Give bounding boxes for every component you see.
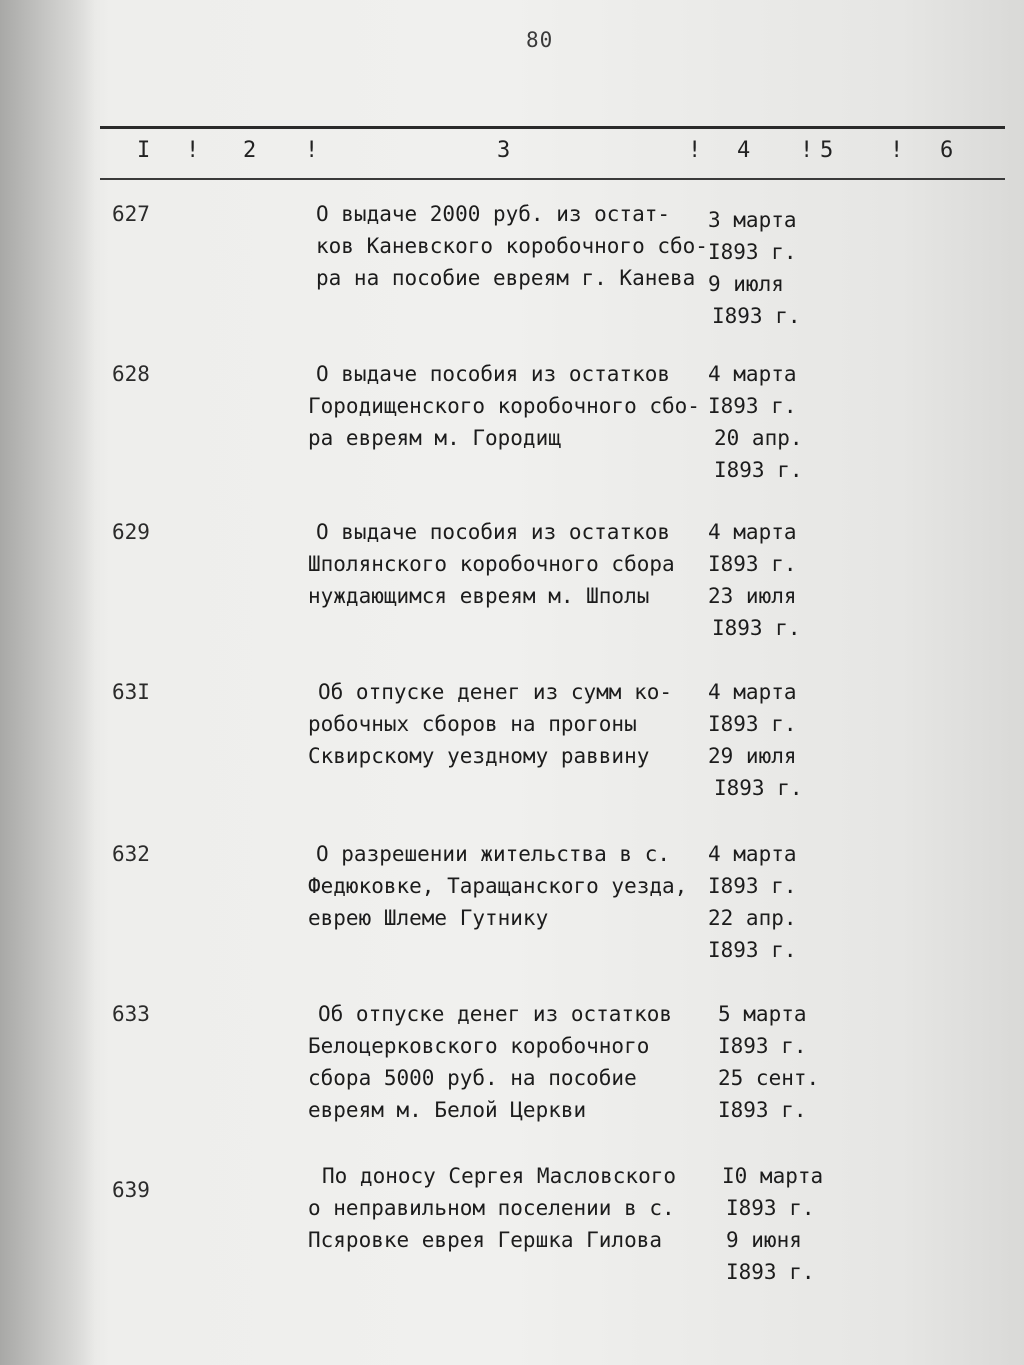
case-number: 633 (112, 1002, 150, 1026)
date-line: I893 г. (708, 938, 797, 962)
header-bottom-rule (100, 178, 1005, 180)
description-line: Сквирскому уездному раввину (308, 744, 650, 768)
case-number: 628 (112, 362, 150, 386)
description-line: робочных сборов на прогоны (308, 712, 637, 736)
description-line: Об отпуске денег из сумм ко- (318, 680, 673, 704)
header-top-rule (100, 126, 1005, 129)
case-dates (708, 204, 838, 332)
description-line: О выдаче 2000 руб. из остат- (316, 202, 671, 226)
header-separator: ! (688, 138, 702, 163)
description-line: евреям м. Белой Церкви (308, 1098, 587, 1122)
description-line: По доносу Сергея Масловского (322, 1164, 677, 1188)
case-description (308, 516, 708, 612)
date-line: I893 г. (718, 1098, 807, 1122)
case-description (308, 1160, 708, 1256)
case-dates (708, 516, 838, 644)
description-line: Городищенского коробочного сбо- (308, 394, 700, 418)
case-description (308, 676, 708, 772)
case-dates (708, 998, 838, 1126)
description-line: ра евреям м. Городищ (308, 426, 561, 450)
date-line: 9 июня (726, 1228, 802, 1252)
header-col-4: 4 (737, 138, 751, 163)
description-line: О выдаче пособия из остатков (316, 520, 671, 544)
date-line: I893 г. (708, 712, 797, 736)
case-description (308, 358, 708, 454)
date-line: 9 июля (708, 272, 784, 296)
date-line: I893 г. (708, 240, 797, 264)
description-line: нуждающимся евреям м. Шполы (308, 584, 650, 608)
case-number: 639 (112, 1178, 150, 1202)
date-line: I893 г. (708, 552, 797, 576)
description-line: О разрешении жительства в с. (316, 842, 671, 866)
date-line: I893 г. (712, 304, 801, 328)
date-line: 25 сент. (718, 1066, 820, 1090)
date-line: I893 г. (718, 1034, 807, 1058)
description-line: ра на пособие евреям г. Канева (316, 266, 696, 290)
header-col-6: 6 (940, 138, 954, 163)
description-line: сбора 5000 руб. на пособие (308, 1066, 637, 1090)
date-line: 29 июля (708, 744, 797, 768)
case-number: 629 (112, 520, 150, 544)
date-line: I0 марта (722, 1164, 824, 1188)
header-col-2: 2 (243, 138, 257, 163)
case-number: 632 (112, 842, 150, 866)
date-line: 4 марта (708, 520, 797, 544)
date-line: I893 г. (726, 1196, 815, 1220)
header-separator: ! (305, 138, 319, 163)
header-col-5: 5 (820, 138, 834, 163)
date-line: I893 г. (708, 394, 797, 418)
description-line: о неправильном поселении в с. (308, 1196, 675, 1220)
date-line: 20 апр. (714, 426, 803, 450)
case-number: 627 (112, 202, 150, 226)
date-line: I893 г. (714, 458, 803, 482)
date-line: 4 марта (708, 680, 797, 704)
description-line: Федюковке, Таращанского уезда, (308, 874, 688, 898)
date-line: I893 г. (708, 874, 797, 898)
date-line: 23 июля (708, 584, 797, 608)
case-description (316, 198, 716, 294)
case-description (308, 838, 708, 934)
case-description (308, 998, 708, 1126)
description-line: ков Каневского коробочного сбо- (316, 234, 708, 258)
case-dates (708, 358, 838, 486)
date-line: I893 г. (712, 616, 801, 640)
page-number: 80 (526, 28, 554, 52)
description-line: еврею Шлеме Гутнику (308, 906, 549, 930)
date-line: 4 марта (708, 842, 797, 866)
date-line: I893 г. (714, 776, 803, 800)
date-line: I893 г. (726, 1260, 815, 1284)
header-separator: ! (800, 138, 814, 163)
case-dates (708, 838, 838, 966)
header-separator: ! (890, 138, 904, 163)
date-line: 4 марта (708, 362, 797, 386)
date-line: 5 марта (718, 1002, 807, 1026)
description-line: Шполянского коробочного сбора (308, 552, 675, 576)
case-dates (708, 1160, 838, 1288)
header-col-3: 3 (497, 138, 511, 163)
description-line: Псяровке еврея Гершка Гилова (308, 1228, 663, 1252)
header-col-1: I (137, 138, 151, 163)
date-line: 22 апр. (708, 906, 797, 930)
description-line: Белоцерковского коробочного (308, 1034, 650, 1058)
header-separator: ! (186, 138, 200, 163)
page-fold-shadow (0, 0, 95, 1365)
case-dates (708, 676, 838, 804)
description-line: О выдаче пособия из остатков (316, 362, 671, 386)
description-line: Об отпуске денег из остатков (318, 1002, 673, 1026)
date-line: 3 марта (708, 208, 797, 232)
case-number: 63I (112, 680, 150, 704)
